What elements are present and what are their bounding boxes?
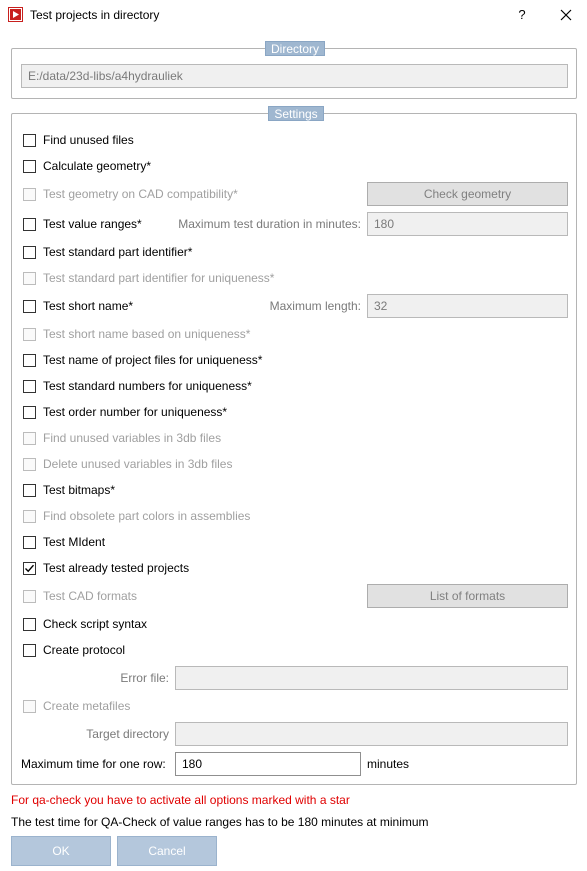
option-label: Find unused files — [43, 133, 134, 147]
settings-group-title: Settings — [268, 106, 324, 121]
option-test-order-number-uniqueness[interactable] — [23, 402, 227, 422]
checkbox — [23, 328, 36, 341]
list-of-formats-button[interactable]: List of formats — [367, 584, 568, 608]
checkbox — [23, 432, 36, 445]
cancel-button[interactable]: Cancel — [117, 836, 217, 866]
max-time-row-label: Maximum time for one row: — [21, 757, 166, 771]
checkbox — [23, 510, 36, 523]
option-check-script-syntax[interactable] — [23, 614, 147, 634]
target-directory-field[interactable] — [175, 722, 568, 746]
checkbox[interactable] — [23, 484, 36, 497]
option-label: Test standard numbers for uniqueness* — [43, 379, 252, 393]
max-test-duration-label: Maximum test duration in minutes: — [178, 217, 361, 231]
checkbox — [23, 700, 36, 713]
ok-button[interactable]: OK — [11, 836, 111, 866]
checkbox[interactable] — [23, 380, 36, 393]
checkbox[interactable] — [23, 536, 36, 549]
checkbox[interactable] — [23, 562, 36, 575]
option-label: Test short name* — [43, 299, 134, 313]
checkmark-icon — [24, 563, 35, 574]
option-label: Find unused variables in 3db files — [43, 431, 222, 445]
option-label: Test standard part identifier for uniqueness* — [43, 271, 275, 285]
option-label: Test order number for uniqueness* — [43, 405, 228, 419]
option-create-protocol[interactable] — [23, 640, 125, 660]
option-label: Test value ranges* — [43, 217, 142, 231]
checkbox[interactable] — [23, 246, 36, 259]
close-icon — [555, 4, 577, 26]
error-file-field[interactable] — [175, 666, 568, 690]
option-label: Create metafiles — [43, 699, 131, 713]
option-label: Test MIdent — [43, 535, 106, 549]
close-button[interactable] — [555, 4, 577, 26]
checkbox[interactable] — [23, 644, 36, 657]
check-geometry-button[interactable]: Check geometry — [367, 182, 568, 206]
checkbox[interactable] — [23, 134, 36, 147]
option-label: Test short name based on uniqueness* — [43, 327, 251, 341]
option-label: Calculate geometry* — [43, 159, 152, 173]
checkbox — [23, 272, 36, 285]
option-test-short-name-uniqueness — [23, 324, 250, 344]
max-time-row-unit: minutes — [367, 757, 410, 771]
checkbox — [23, 590, 36, 603]
max-test-duration-field[interactable]: 180 — [367, 212, 568, 236]
app-icon — [8, 7, 23, 22]
qa-check-time-note: The test time for QA-Check of value ranges has to be 180 minutes at minimum — [11, 815, 429, 829]
option-label: Test standard part identifier* — [43, 245, 193, 259]
target-directory-label: Target directory — [86, 727, 169, 741]
option-test-cad-formats — [23, 586, 137, 606]
checkbox[interactable] — [23, 354, 36, 367]
checkbox[interactable] — [23, 300, 36, 313]
option-delete-unused-variables — [23, 454, 232, 474]
checkbox — [23, 458, 36, 471]
option-label: Test name of project files for uniqueness* — [43, 353, 263, 367]
checkbox — [23, 188, 36, 201]
option-label: Delete unused variables in 3db files — [43, 457, 233, 471]
option-test-standard-numbers-uniqueness[interactable] — [23, 376, 252, 396]
directory-group-title: Directory — [265, 41, 325, 56]
option-test-value-ranges[interactable] — [23, 214, 142, 234]
max-time-row-field[interactable]: 180 — [175, 752, 361, 776]
option-label: Test geometry on CAD compatibility* — [43, 187, 238, 201]
checkbox[interactable] — [23, 218, 36, 231]
max-length-field[interactable]: 32 — [367, 294, 568, 318]
option-create-metafiles — [23, 696, 130, 716]
option-label: Create protocol — [43, 643, 126, 657]
option-test-project-file-names-uniqueness[interactable] — [23, 350, 262, 370]
option-find-obsolete-part-colors — [23, 506, 250, 526]
option-calculate-geometry[interactable] — [23, 156, 151, 176]
option-find-unused-variables — [23, 428, 221, 448]
option-test-short-name[interactable] — [23, 296, 133, 316]
qa-check-warning: For qa-check you have to activate all options marked with a star — [11, 793, 350, 807]
option-test-standard-part-identifier[interactable] — [23, 242, 192, 262]
option-label: Test bitmaps* — [43, 483, 116, 497]
option-find-unused-files[interactable] — [23, 130, 134, 150]
option-label: Test CAD formats — [43, 589, 138, 603]
directory-path-field[interactable]: E:/data/23d-libs/a4hydrauliek — [21, 64, 568, 88]
option-test-mident[interactable] — [23, 532, 105, 552]
option-test-standard-part-identifier-uniqueness — [23, 268, 274, 288]
option-test-geometry-cad — [23, 184, 238, 204]
checkbox[interactable] — [23, 618, 36, 631]
option-label: Test already tested projects — [43, 561, 190, 575]
title-bar — [0, 0, 587, 30]
option-test-already-tested[interactable] — [23, 558, 189, 578]
checkbox[interactable] — [23, 406, 36, 419]
error-file-label: Error file: — [120, 671, 169, 685]
option-label: Check script syntax — [43, 617, 148, 631]
window-title: Test projects in directory — [30, 8, 160, 22]
option-label: Find obsolete part colors in assemblies — [43, 509, 251, 523]
option-test-bitmaps[interactable] — [23, 480, 115, 500]
max-length-label: Maximum length: — [269, 299, 361, 313]
help-button[interactable]: ? — [518, 7, 526, 22]
checkbox[interactable] — [23, 160, 36, 173]
